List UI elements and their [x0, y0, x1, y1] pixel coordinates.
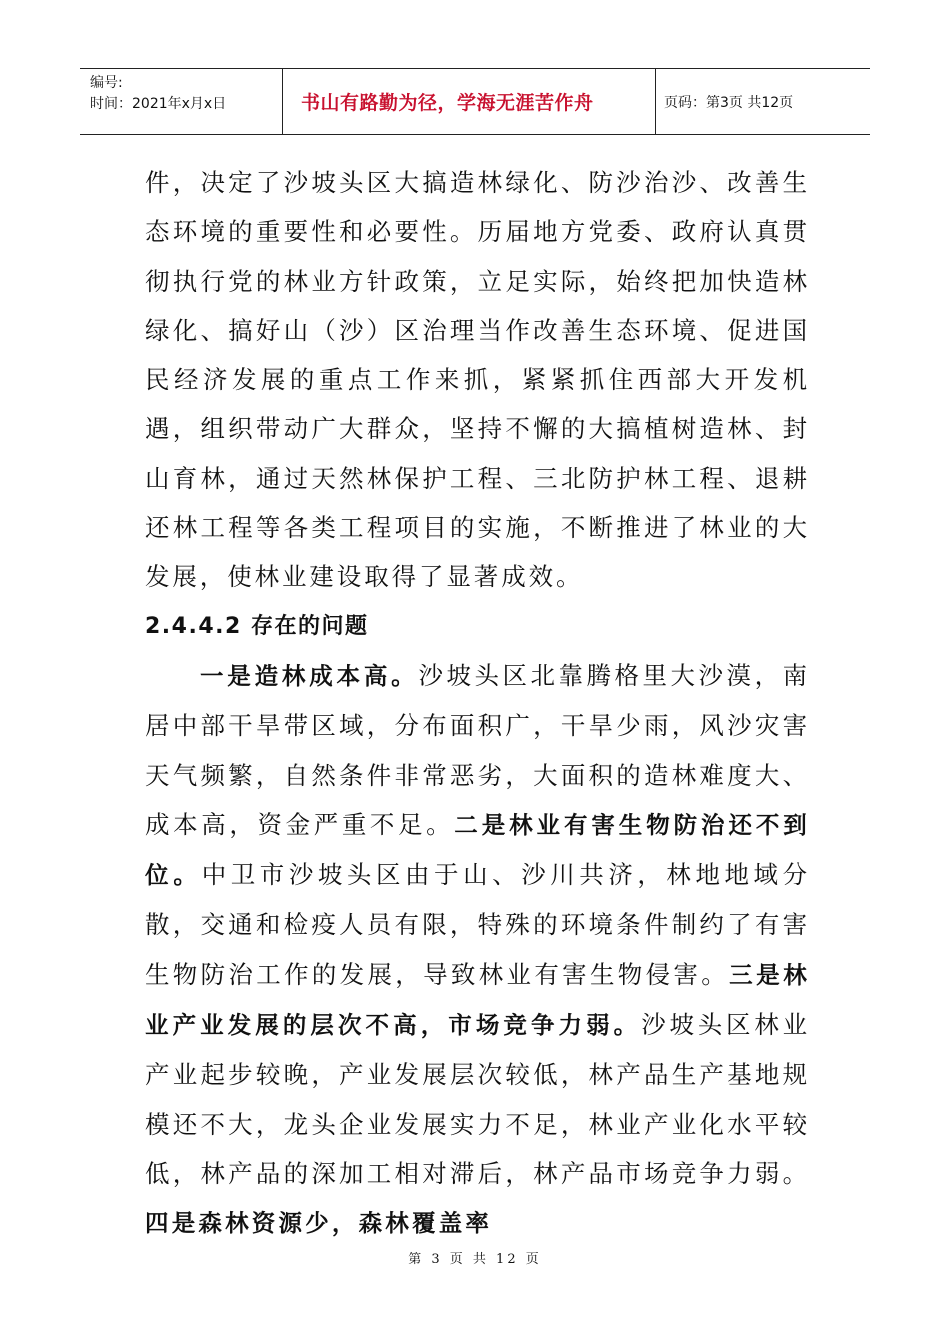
- document-time: 时间：2021年x月x日: [90, 96, 227, 112]
- paragraph: 件，决定了沙坡头区大搞造林绿化、防沙治沙、改善生态环境的重要性和必要性。历届地方党委、政府认真贯彻执行党的林业方针政策，立足实际，始终把加快造林绿化、搞好山（沙）区治理当作改善生态环境、促进国民经济发展的重点工作来抓，紧紧抓住西部大开发机遇，组织带动广大群众，坚持不懈的大搞植树造林、封山育林，通过天然林保护工程、三北防护林工程、退耕还林工程等各类工程项目的实施，不断推进了林业的大发展，使林业建设取得了显著成效。: [145, 168, 810, 592]
- paragraph-text: 沙坡头区林业产业起步较晚，产业发展层次较低，林产品生产基地规模还不大，龙头企业发展实力不足，林业产业化水平较低，林产品的深加工相对滞后，林产品市场竞争力弱。: [145, 1010, 810, 1188]
- paragraph-text: 沙坡头区北靠腾格里大沙漠，南居中部干旱带区域，分布面积广，干旱少雨，风沙灾害天气频繁，自然条件非常恶劣，大面积的造林难度大、成本高，资金严重不足。: [145, 660, 810, 839]
- bold-point: 三是林业产业发展的层次不高，市场竞争力弱。: [145, 960, 810, 1040]
- bold-point: 一是造林成本高。: [200, 661, 419, 690]
- bold-point: 二是林业有害生物防治还不到位。: [145, 810, 810, 890]
- header-motto: 书山有路勤为径，学海无涯苦作舟: [283, 69, 656, 134]
- page-footer: 第 3 页 共 12 页: [408, 1252, 542, 1267]
- header-meta: [80, 69, 283, 134]
- document-body: [145, 158, 810, 1249]
- header-page-code: 页码：第3页 共12页: [664, 94, 794, 111]
- paragraph: [145, 651, 810, 1249]
- page-header: [80, 68, 870, 135]
- bold-point: 四是森林资源少，森林覆盖率: [145, 1209, 493, 1238]
- section-heading: 2.4.4.2 存在的问题: [145, 613, 369, 639]
- paragraph-text: 中卫市沙坡头区由于山、沙川共济，林地地域分散，交通和检疫人员有限，特殊的环境条件制约了有害生物防治工作的发展，导致林业有害生物侵害。: [145, 860, 810, 989]
- document-number-label: 编号:: [90, 75, 123, 91]
